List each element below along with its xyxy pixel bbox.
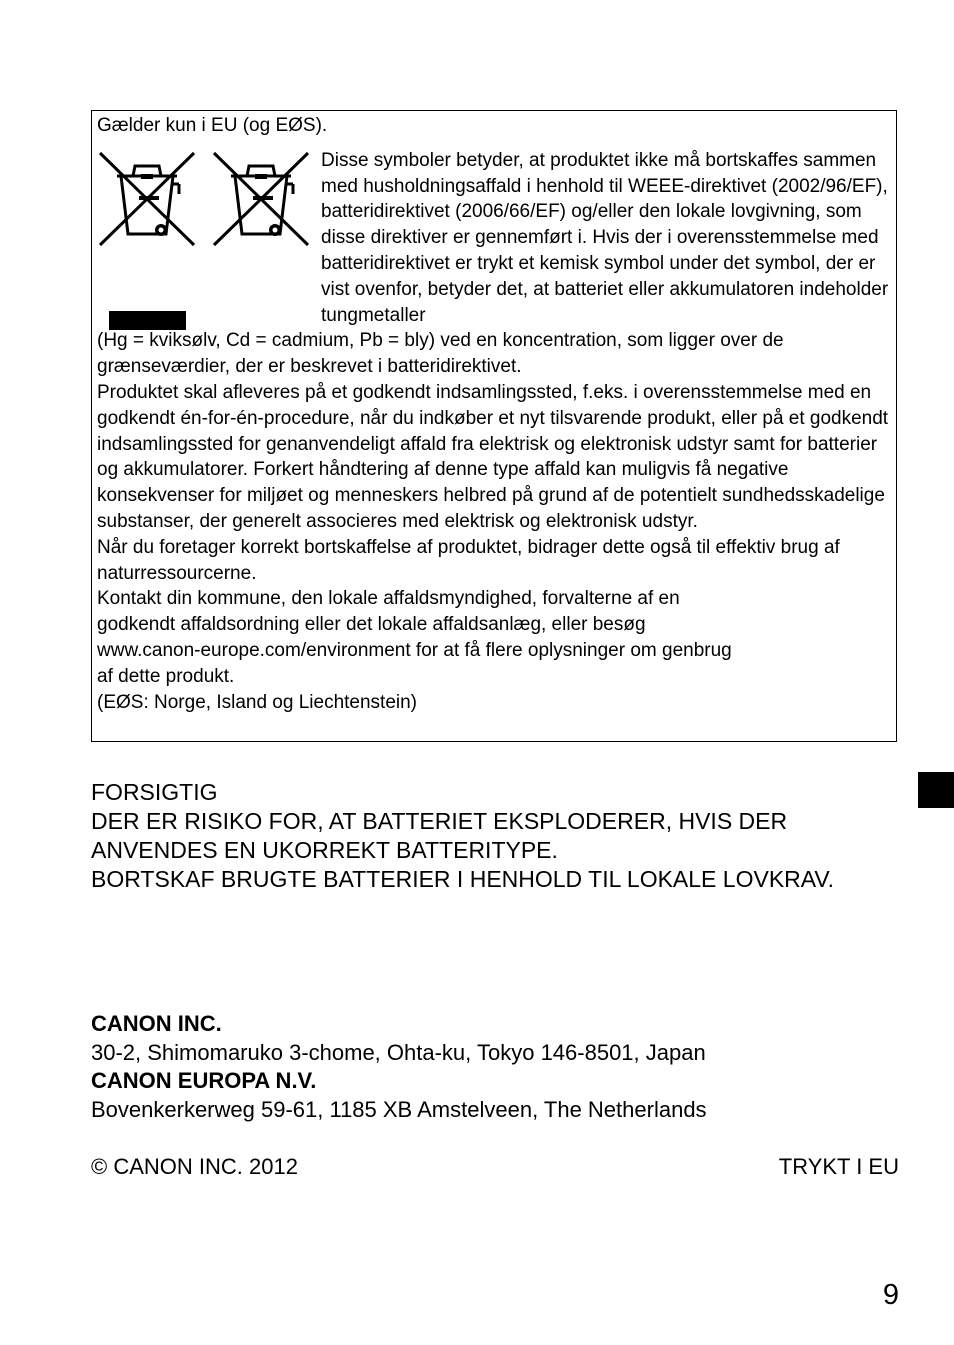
contact-line: Kontakt din kommune, den lokale affaldsmyndighed, forvalterne af en — [97, 588, 680, 610]
weee-continued: (Hg = kviksølv, Cd = cadmium, Pb = bly) ved en koncentration, som ligger over de grænseværdier, der er beskrevet i batteridirektivet. — [97, 330, 784, 378]
caution-line: BORTSKAF BRUGTE BATTERIER I HENHOLD TIL LOKALE LOVKRAV. — [91, 866, 835, 892]
page-number: 9 — [882, 1279, 899, 1311]
company-info — [91, 1010, 901, 1124]
caution-line: ANVENDES EN UKORREKT BATTERITYPE. — [91, 837, 558, 863]
notice-heading: Gælder kun i EU (og EØS). — [97, 115, 328, 136]
caution-line: FORSIGTIG — [91, 779, 218, 805]
contact-line: godkendt affaldsordning eller det lokale affaldsanlæg, eller besøg — [97, 614, 646, 636]
copyright: © CANON INC. 2012 — [91, 1154, 298, 1179]
company-name: CANON INC. — [91, 1011, 222, 1036]
weee-paragraph: Disse symboler betyder, at produktet ikke må bortskaffes sammen med husholdningsaffald i henhold til WEEE-direktivet (2002/96/EF), batteridirektivet (2006/66/EF) og/eller den lokale lovgivning, som disse direktiver er gennemført i. Hvis der i overensstemmelse med batteridirektivet er trykt et kemisk symbol under det symbol, der er vist ovenfor, betyder det, at batteriet eller akkumulatoren indeholder tungmetaller — [321, 149, 889, 326]
section-tab-marker — [918, 772, 954, 808]
printed-in: TRYKT I EU — [778, 1154, 899, 1179]
resources-paragraph: Når du foretager korrekt bortskaffelse af produktet, bidrager dette også til effektiv brug af naturressourcerne. — [97, 536, 840, 584]
weee-notice-box — [91, 110, 897, 742]
black-bar — [109, 311, 186, 330]
company-name: CANON EUROPA N.V. — [91, 1068, 317, 1094]
caution-line: DER ER RISIKO FOR, AT BATTERIET EKSPLODERER, HVIS DER — [91, 808, 788, 834]
eea-footnote: (EØS: Norge, Island og Liechtenstein) — [97, 691, 418, 713]
crossed-out-wheelie-bin-icon — [97, 150, 197, 248]
weee-icons — [97, 148, 321, 328]
company-address: 30-2, Shimomaruko 3-chome, Ohta-ku, Tokyo 146-8501, Japan — [91, 1039, 706, 1065]
contact-line: af dette produkt. — [97, 665, 235, 687]
company-address: Bovenkerkerweg 59-61, 1185 XB Amstelveen, The Netherlands — [91, 1096, 707, 1122]
weee-row — [97, 148, 890, 329]
collection-paragraph: Produktet skal afleveres på et godkendt indsamlingssted, f.eks. i overensstemmelse med en godkendt én-for-én-procedure, når du indkøber et nyt tilsvarende produkt, eller på et godkendt indsamlingssted for genanvendeligt affald fra elektrisk og elektronisk udstyr samt for batterier og akkumulatorer. Forkert håndtering af denne type affald kan muligvis få negative konsekvenser for miljøet og menneskers helbred på grund af de potentielt sundhedsskadelige substanser, der generelt associeres med elektrisk og elektronisk udstyr. — [97, 381, 889, 532]
caution-block — [91, 778, 901, 894]
contact-line: www.canon-europe.com/environment for at få flere oplysninger om genbrug — [97, 639, 732, 661]
crossed-out-wheelie-bin-icon — [211, 150, 311, 248]
